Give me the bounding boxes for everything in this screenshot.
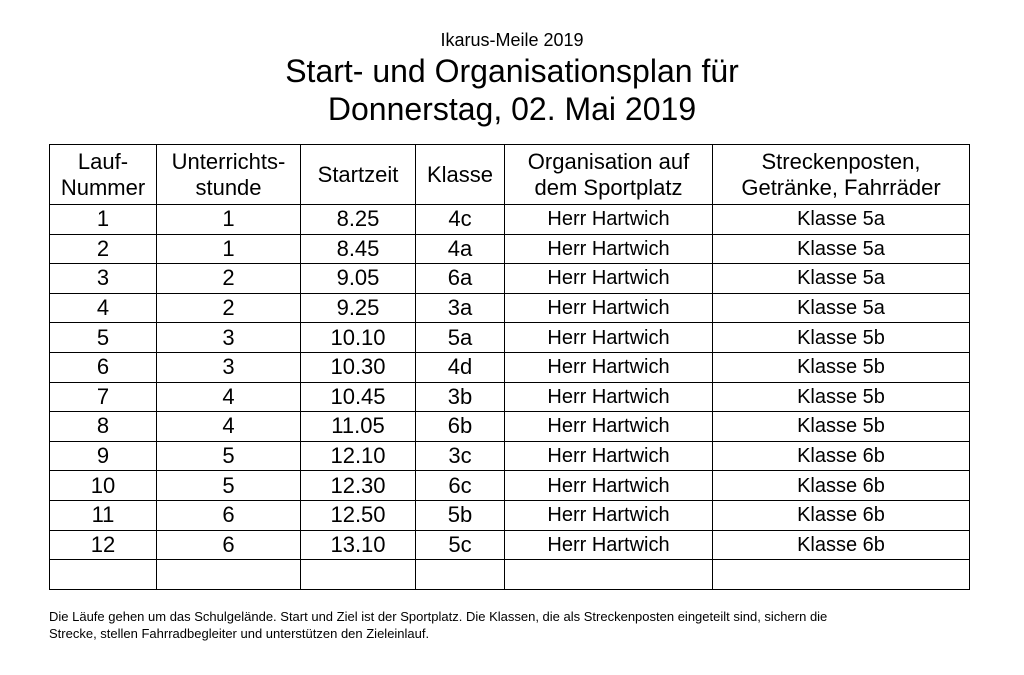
cell-unterrichtsstunde: 5 xyxy=(157,471,301,501)
cell-lauf-nummer: 3 xyxy=(50,264,157,294)
cell-streckenposten: Klasse 5a xyxy=(713,205,970,235)
cell-streckenposten: Klasse 5a xyxy=(713,293,970,323)
cell-startzeit: 9.25 xyxy=(301,293,416,323)
cell-lauf-nummer: 11 xyxy=(50,500,157,530)
col-header-klasse xyxy=(416,145,505,205)
cell-organisation: Herr Hartwich xyxy=(505,323,713,353)
cell-startzeit: 9.05 xyxy=(301,264,416,294)
header-row xyxy=(50,145,970,205)
col-header-line: dem Sportplatz xyxy=(534,174,683,200)
cell-lauf-nummer: 8 xyxy=(50,412,157,442)
event-name: Ikarus-Meile 2019 xyxy=(440,30,584,50)
cell-lauf-nummer: 1 xyxy=(50,205,157,235)
table-row xyxy=(50,530,970,560)
col-header-line: Organisation auf xyxy=(527,148,690,174)
cell-klasse: 4d xyxy=(416,352,505,382)
cell-startzeit: 13.10 xyxy=(301,530,416,560)
cell-lauf-nummer: 6 xyxy=(50,352,157,382)
cell-streckenposten: Klasse 6b xyxy=(713,441,970,471)
table-row xyxy=(50,234,970,264)
cell-lauf-nummer: 2 xyxy=(50,234,157,264)
footnote-line-2: Strecke, stellen Fahrradbegleiter und unterstützen den Zieleinlauf. xyxy=(49,626,430,641)
cell-unterrichtsstunde: 2 xyxy=(157,264,301,294)
table-row xyxy=(50,264,970,294)
table-row xyxy=(50,382,970,412)
cell-startzeit: 11.05 xyxy=(301,412,416,442)
cell-startzeit: 8.25 xyxy=(301,205,416,235)
cell-unterrichtsstunde: 6 xyxy=(157,530,301,560)
cell-klasse: 4c xyxy=(416,205,505,235)
cell-klasse: 6a xyxy=(416,264,505,294)
col-header-line: Streckenposten, xyxy=(761,148,921,174)
table-row xyxy=(50,323,970,353)
table-header xyxy=(50,145,970,205)
cell-lauf-nummer: 12 xyxy=(50,530,157,560)
cell-streckenposten: Klasse 5b xyxy=(713,382,970,412)
cell-unterrichtsstunde: 3 xyxy=(157,352,301,382)
cell-startzeit xyxy=(301,560,416,590)
col-header-line: Getränke, Fahrräder xyxy=(741,174,941,200)
cell-klasse: 6c xyxy=(416,471,505,501)
page-title xyxy=(0,52,1024,128)
table-row xyxy=(50,293,970,323)
cell-lauf-nummer xyxy=(50,560,157,590)
cell-startzeit: 10.10 xyxy=(301,323,416,353)
col-header-unterrichtsstunde xyxy=(157,145,301,205)
cell-klasse: 6b xyxy=(416,412,505,442)
cell-unterrichtsstunde: 2 xyxy=(157,293,301,323)
cell-streckenposten: Klasse 5b xyxy=(713,412,970,442)
cell-unterrichtsstunde: 4 xyxy=(157,412,301,442)
col-header-lauf-nummer xyxy=(50,145,157,205)
footnote-line-1: Die Läufe gehen um das Schulgelände. Start und Ziel ist der Sportplatz. Die Klassen, die als Streckenposten eingeteilt sind, sichern die xyxy=(49,609,828,624)
cell-organisation: Herr Hartwich xyxy=(505,205,713,235)
cell-unterrichtsstunde xyxy=(157,560,301,590)
cell-klasse: 3a xyxy=(416,293,505,323)
table-body xyxy=(50,205,970,590)
cell-streckenposten: Klasse 6b xyxy=(713,530,970,560)
cell-unterrichtsstunde: 3 xyxy=(157,323,301,353)
cell-unterrichtsstunde: 1 xyxy=(157,205,301,235)
table-row xyxy=(50,441,970,471)
cell-lauf-nummer: 4 xyxy=(50,293,157,323)
cell-klasse: 3c xyxy=(416,441,505,471)
cell-streckenposten: Klasse 6b xyxy=(713,471,970,501)
table-row xyxy=(50,205,970,235)
cell-unterrichtsstunde: 1 xyxy=(157,234,301,264)
col-header-streckenposten xyxy=(713,145,970,205)
table-row xyxy=(50,412,970,442)
cell-unterrichtsstunde: 5 xyxy=(157,441,301,471)
col-header-organisation xyxy=(505,145,713,205)
table-row xyxy=(50,500,970,530)
title-line-1: Start- und Organisationsplan für xyxy=(285,53,739,89)
table-row xyxy=(50,352,970,382)
cell-lauf-nummer: 5 xyxy=(50,323,157,353)
cell-streckenposten: Klasse 5a xyxy=(713,264,970,294)
cell-streckenposten: Klasse 6b xyxy=(713,500,970,530)
cell-klasse: 5a xyxy=(416,323,505,353)
cell-startzeit: 8.45 xyxy=(301,234,416,264)
table-row xyxy=(50,471,970,501)
cell-startzeit: 12.30 xyxy=(301,471,416,501)
cell-lauf-nummer: 10 xyxy=(50,471,157,501)
col-header-line: stunde xyxy=(195,174,262,200)
cell-organisation: Herr Hartwich xyxy=(505,471,713,501)
cell-streckenposten: Klasse 5b xyxy=(713,323,970,353)
cell-startzeit: 10.30 xyxy=(301,352,416,382)
footnote xyxy=(49,608,979,642)
col-header-startzeit xyxy=(301,145,416,205)
cell-streckenposten xyxy=(713,560,970,590)
col-header-line: Startzeit xyxy=(317,161,399,187)
title-line-2: Donnerstag, 02. Mai 2019 xyxy=(327,91,697,127)
col-header-line: Unterrichts- xyxy=(171,148,286,174)
cell-streckenposten: Klasse 5b xyxy=(713,352,970,382)
col-header-line: Klasse xyxy=(426,161,494,187)
cell-klasse: 5c xyxy=(416,530,505,560)
cell-klasse: 3b xyxy=(416,382,505,412)
cell-startzeit: 10.45 xyxy=(301,382,416,412)
cell-organisation: Herr Hartwich xyxy=(505,441,713,471)
cell-streckenposten: Klasse 5a xyxy=(713,234,970,264)
cell-klasse: 4a xyxy=(416,234,505,264)
cell-organisation: Herr Hartwich xyxy=(505,264,713,294)
cell-organisation: Herr Hartwich xyxy=(505,382,713,412)
cell-organisation: Herr Hartwich xyxy=(505,412,713,442)
table-row xyxy=(50,560,970,590)
cell-organisation: Herr Hartwich xyxy=(505,500,713,530)
col-header-line: Nummer xyxy=(60,174,146,200)
cell-startzeit: 12.50 xyxy=(301,500,416,530)
cell-organisation xyxy=(505,560,713,590)
cell-organisation: Herr Hartwich xyxy=(505,352,713,382)
cell-organisation: Herr Hartwich xyxy=(505,234,713,264)
cell-startzeit: 12.10 xyxy=(301,441,416,471)
cell-unterrichtsstunde: 4 xyxy=(157,382,301,412)
cell-klasse: 5b xyxy=(416,500,505,530)
cell-lauf-nummer: 7 xyxy=(50,382,157,412)
schedule-table xyxy=(49,144,970,590)
cell-klasse xyxy=(416,560,505,590)
cell-lauf-nummer: 9 xyxy=(50,441,157,471)
col-header-line: Lauf- xyxy=(77,148,129,174)
cell-unterrichtsstunde: 6 xyxy=(157,500,301,530)
cell-organisation: Herr Hartwich xyxy=(505,530,713,560)
cell-organisation: Herr Hartwich xyxy=(505,293,713,323)
